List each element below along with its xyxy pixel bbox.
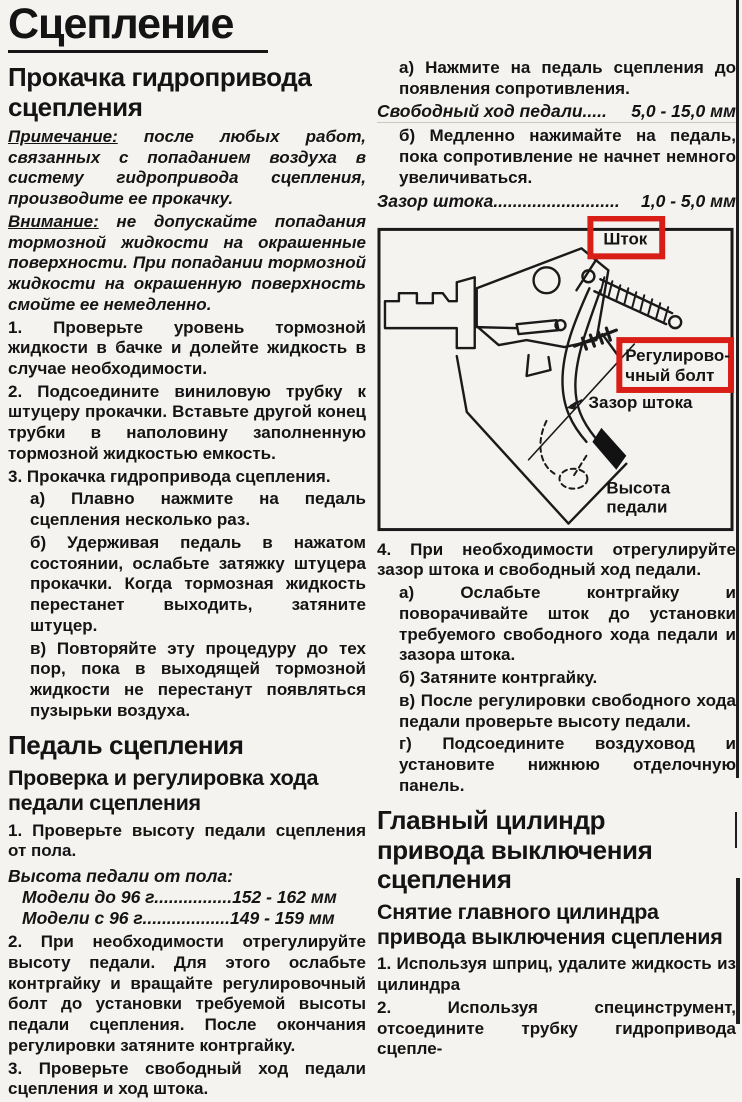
rod-label-leader [576, 256, 598, 290]
scan-edge-line-bottom [736, 878, 740, 1024]
pedal-dashed-pad [559, 468, 587, 488]
free-play-spec [377, 101, 736, 123]
step-2: 2. Подсоедините виниловую трубку к штуцеру прокачки. Вставьте другой конец трубки в наполовину заполненную тормозной жидкостью емкость. [8, 381, 366, 463]
gap-arrowhead [566, 401, 576, 410]
title-underline [8, 50, 268, 53]
cylinder-step-1: 1. Используя шприц, удалите жидкость из цилиндра [377, 954, 736, 995]
note-paragraph [8, 127, 366, 210]
spec-row-post96: Модели с 96 г..................149 - 159 мм [22, 908, 335, 929]
spec-value: 5,0 - 15,0 мм [631, 101, 736, 122]
spring-end-circle [669, 316, 681, 328]
warning-paragraph [8, 212, 366, 316]
pushrod-shape [477, 320, 559, 334]
pedal-pad-shape [592, 428, 626, 470]
note-text: после любых работ, связанных с попаданием воздуха в систему гидропривода сцепления, производите ее прокачку. [8, 126, 366, 209]
label-rod: Шток [603, 229, 648, 249]
pedal-step-3: 3. Проверьте свободный ход педали сцепления и ход штока. [8, 1058, 366, 1099]
note-label: Примечание: [8, 126, 118, 146]
pedal-step-1: 1. Проверьте высоту педали сцепления от пола. [8, 820, 366, 861]
pedal-diagram-figure [377, 216, 736, 534]
label-bolt-line1: Регулирово- [625, 345, 730, 365]
pivot-circle [534, 267, 560, 293]
step-3: 3. Прокачка гидропривода сцепления. [8, 466, 331, 486]
subheading-cylinder-removal: Снятие главного цилиндра привода выключения сцепления [377, 899, 723, 949]
left-column [8, 0, 366, 1102]
right-column [377, 0, 736, 1062]
bracket-shape [385, 277, 475, 348]
warning-text: не допускайте попадания тормозной жидкости на окрашенные поверхности. При попадании тормозной жидкости на окрашенную поверхность смойте ее немедленно. [8, 211, 366, 314]
step-3b: б) Удерживая педаль в нажатом состоянии, ослабьте затяжку штуцера прокачки. Когда тормозная жидкость перестанет выходить, затяните штуцер. [30, 532, 366, 635]
rod-gap-spec [377, 191, 736, 212]
spec-label: Свободный ход педали..... [377, 101, 607, 122]
step-4b: б) Затяните контргайку. [399, 668, 598, 688]
pedal-height-spec [8, 866, 366, 929]
label-pedal-height-line2: педали [606, 497, 668, 517]
cylinder-step-2: 2. Используя специнструмент, отсоедините трубку гидропривода сцепле- [377, 997, 736, 1059]
scan-edge-line-top [736, 0, 739, 778]
step-4a: а) Ослабьте контргайку и поворачивайте шток до установки требуемого свободного хода педали и зазора штока. [399, 583, 736, 665]
step-3v: в) Повторяйте эту процедуру до тех пор, пока в выходящей тормозной жидкости не перестанут появляться пузырьки воздуха. [30, 638, 366, 720]
spec-title: Высота педали от пола: [8, 866, 233, 887]
label-pedal-height-line1: Высота [606, 478, 671, 498]
section-heading-pedal: Педаль сцепления [8, 730, 244, 761]
page-title: Сцепление [8, 0, 234, 48]
step-1: 1. Проверьте уровень тормозной жидкости в бачке и долейте жидкость в случае необходимости. [8, 317, 366, 378]
stopper-shape [527, 355, 551, 376]
step-4v: в) После регулировки свободного хода педали проверьте высоту педали. [399, 690, 736, 731]
warning-label: Внимание: [8, 211, 99, 231]
spec-value: 1,0 - 5,0 мм [641, 190, 736, 211]
section-heading-master-cylinder: Главный цилиндр привода выключения сцепления [377, 805, 653, 895]
step-4g: г) Подсоедините воздуховод и установите нижнюю отделочную панель. [399, 734, 736, 795]
pedal-step-2: 2. При необходимости отрегулируйте высоту педали. Для этого ослабьте контргайку и вращайте регулировочный болт до установки требуемой высоты педали сцепления. После окончания регулировки затяните контргайку. [8, 932, 366, 1055]
spec-label: Зазор штока.......................... [377, 190, 620, 211]
label-rod-gap: Зазор штока [588, 392, 693, 412]
section-heading-bleeding: Прокачка гидропривода сцепления [8, 62, 312, 122]
spec-row-pre96: Модели до 96 г................152 - 162 мм [22, 887, 337, 908]
label-bolt-line2: чный болт [625, 365, 715, 385]
step-b: б) Медленно нажимайте на педаль, пока сопротивление не начнет немного увеличиваться. [399, 126, 736, 187]
subheading-pedal-check: Проверка и регулировка хода педали сцепления [8, 765, 319, 815]
step-4: 4. При необходимости отрегулируйте зазор штока и свободный ход педали. [377, 539, 736, 580]
clutch-pedal-diagram [377, 216, 736, 534]
scan-edge-line-middle [735, 812, 737, 848]
step-3a: а) Плавно нажмите на педаль сцепления несколько раз. [30, 489, 366, 530]
step-a: а) Нажмите на педаль сцепления до появления сопротивления. [399, 58, 736, 98]
